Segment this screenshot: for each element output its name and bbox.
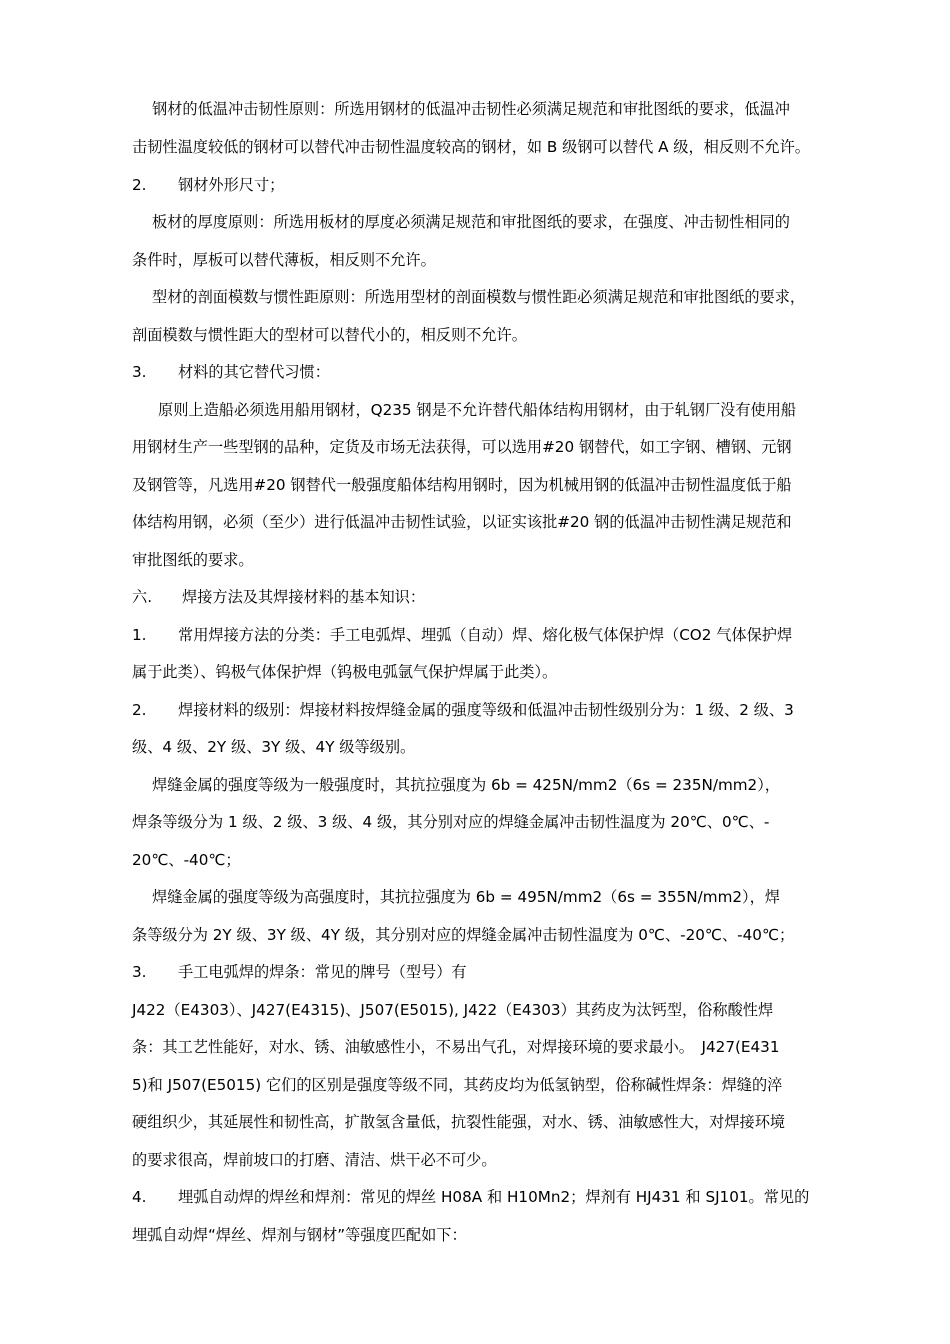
text-line: 击韧性温度较低的钢材可以替代冲击韧性温度较高的钢材，如 B 级钢可以替代 A 级，相反则不允许。 xyxy=(132,138,810,156)
text-line: 焊缝金属的强度等级为高强度时，其抗拉强度为 6b = 495N/mm2（6s = 355N/mm2），焊 xyxy=(152,888,780,906)
list-text: 埋弧自动焊的焊丝和焊剂：常见的焊丝 H08A 和 H10Mn2；焊剂有 HJ431 和 SJ101。常见的 xyxy=(178,1188,810,1206)
text-line: 的要求很高，焊前坡口的打磨、清洁、烘干必不可少。 xyxy=(132,1151,497,1169)
section-number: 六. xyxy=(132,588,153,606)
list-text: 常用焊接方法的分类：手工电弧焊、埋弧（自动）焊、熔化极气体保护焊（CO2 气体保护焊 xyxy=(178,626,793,644)
list-item xyxy=(132,361,872,383)
list-item xyxy=(132,1186,872,1208)
text-line: 条等级分为 2Y 级、3Y 级、4Y 级，其分别对应的焊缝金属冲击韧性温度为 0℃、-20℃、-40℃； xyxy=(132,926,795,944)
text-line: 焊缝金属的强度等级为一般强度时，其抗拉强度为 6b = 425N/mm2（6s = 235N/mm2）， xyxy=(152,776,780,794)
text-line: 5)和 J507(E5015) 它们的区别是强度等级不同，其药皮均为低氢钠型，俗称碱性焊条：焊缝的淬 xyxy=(132,1076,783,1094)
text-line: 属于此类）、钨极气体保护焊（钨极电弧氩气保护焊属于此类）。 xyxy=(132,663,558,681)
text-line: 条件时，厚板可以替代薄板，相反则不允许。 xyxy=(132,251,436,269)
text-line: 剖面模数与惯性距大的型材可以替代小的，相反则不允许。 xyxy=(132,326,527,344)
list-number: 2. xyxy=(132,701,147,719)
list-text: 手工电弧焊的焊条：常见的牌号（型号）有 xyxy=(178,963,467,981)
text-line: 条：其工艺性能好，对水、锈、油敏感性小，不易出气孔，对焊接环境的要求最小。 J427(E431 xyxy=(132,1038,780,1056)
text-line: 原则上造船必须选用船用钢材，Q235 钢是不允许替代船体结构用钢材，由于轧钢厂没有使用船 xyxy=(158,401,797,419)
list-text: 材料的其它替代习惯： xyxy=(178,363,330,381)
list-number: 4. xyxy=(132,1188,147,1206)
text-line: 钢材的低温冲击韧性原则：所选用钢材的低温冲击韧性必须满足规范和审批图纸的要求，低温冲 xyxy=(152,100,790,118)
section-title: 焊接方法及其焊接材料的基本知识： xyxy=(182,588,425,606)
list-item xyxy=(132,961,872,983)
list-text: 钢材外形尺寸； xyxy=(178,176,285,194)
text-line: J422（E4303）、J427(E4315)、J507(E5015), J422（E4303）其药皮为汰钙型，俗称酸性焊 xyxy=(132,1001,774,1019)
section-heading xyxy=(132,586,872,608)
text-line: 用钢材生产一些型钢的品种，定货及市场无法获得，可以选用#20 钢替代，如工字钢、槽钢、元钢 xyxy=(132,438,792,456)
list-number: 1. xyxy=(132,626,147,644)
text-line: 型材的剖面模数与惯性距原则：所选用型材的剖面模数与惯性距必须满足规范和审批图纸的要求， xyxy=(152,288,806,306)
text-line: 硬组织少，其延展性和韧性高，扩散氢含量低，抗裂性能强，对水、锈、油敏感性大，对焊接环境 xyxy=(132,1113,786,1131)
list-item xyxy=(132,174,872,196)
text-line: 20℃、-40℃； xyxy=(132,851,241,869)
list-number: 3. xyxy=(132,363,147,381)
text-line: 体结构用钢，必须（至少）进行低温冲击韧性试验，以证实该批#20 钢的低温冲击韧性满足规范和 xyxy=(132,513,792,531)
text-line: 埋弧自动焊“焊丝、焊剂与钢材”等强度匹配如下： xyxy=(132,1226,467,1244)
list-text: 焊接材料的级别：焊接材料按焊缝金属的强度等级和低温冲击韧性级别分为：1 级、2 级、3 xyxy=(178,701,794,719)
text-line: 级、4 级、2Y 级、3Y 级、4Y 级等级别。 xyxy=(132,738,416,756)
list-number: 3. xyxy=(132,963,147,981)
list-number: 2. xyxy=(132,176,147,194)
text-line: 审批图纸的要求。 xyxy=(132,551,254,569)
list-item xyxy=(132,699,872,721)
text-line: 及钢管等，凡选用#20 钢替代一般强度船体结构用钢时，因为机械用钢的低温冲击韧性温度低于船 xyxy=(132,476,792,494)
text-line: 焊条等级分为 1 级、2 级、3 级、4 级，其分别对应的焊缝金属冲击韧性温度为 20℃、0℃、- xyxy=(132,813,770,831)
list-item xyxy=(132,624,872,646)
text-line: 板材的厚度原则：所选用板材的厚度必须满足规范和审批图纸的要求，在强度、冲击韧性相同的 xyxy=(152,213,790,231)
